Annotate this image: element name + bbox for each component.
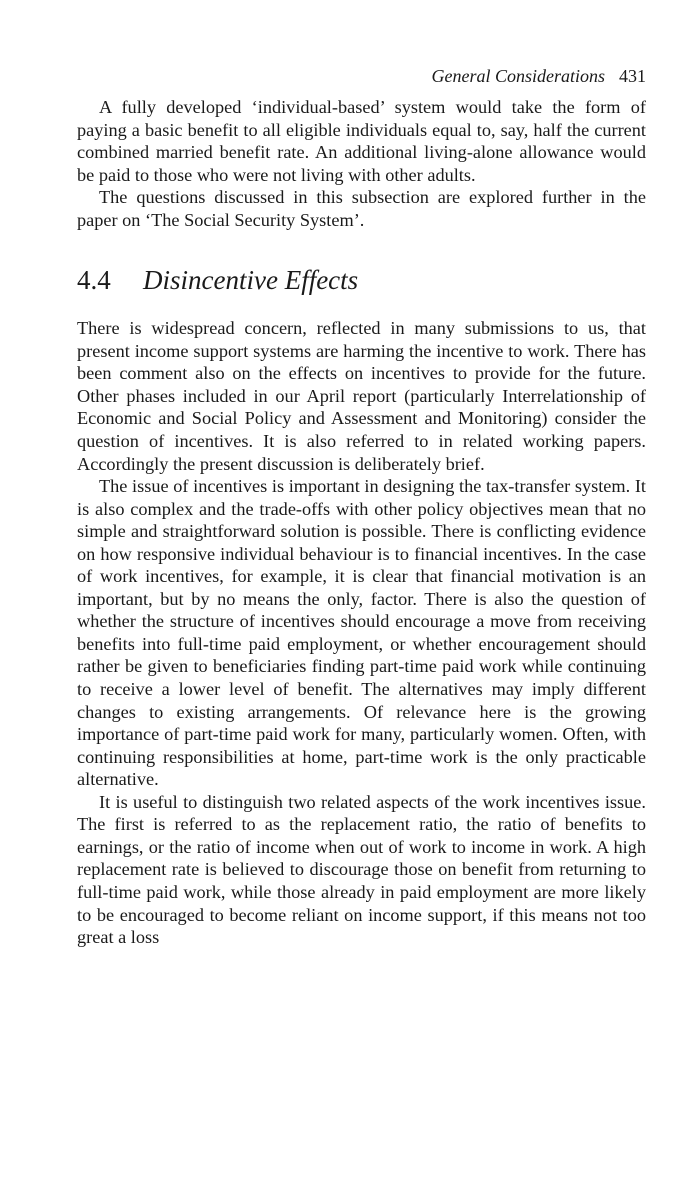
- section-number: 4.4: [77, 265, 111, 296]
- body-paragraph: The issue of incentives is important in designing the tax-transfer system. It is also complex and the trade-offs with other policy objectives mean that no simple and straightforward solution is possible. There is conflicting evidence on how responsive individual behaviour is to financial incentives. In the case of work incentives, for example, it is clear that financial motivation is an important, but by no means the only, factor. There is also the question of whether the structure of incentives should encourage a move from receiving benefits into full-time paid employment, or whether encouragement should rather be given to beneficiaries finding part-time paid work while continuing to receive a lower level of benefit. The alternatives may imply different changes to existing arrangements. Of relevance here is the growing importance of part-time paid work for many, particularly women. Often, with continuing responsibilities at home, part-time work is the only practicable alternative.: [77, 476, 646, 790]
- body-paragraph: It is useful to distinguish two related aspects of the work incentives issue. The first is referred to as the replacement ratio, the ratio of benefits to earnings, or the ratio of income when out of work to income in work. A high replacement rate is believed to discourage those on benefit from returning to full-time paid work, while those already in paid employment are more likely to be encouraged to become reliant on income support, if this means not too great a loss: [77, 791, 646, 948]
- body-paragraph: There is widespread concern, reflected in many submissions to us, that present income support systems are harming the incentive to work. There has been comment also on the effects on incentives to provide for the future. Other phases included in our April report (particularly Interrelationship of Economic and Social Policy and Assessment and Monitoring) consider the question of incentives. It is also referred to in related working papers. Accordingly the present discussion is deliberately brief.: [77, 318, 646, 474]
- section-heading: [77, 264, 646, 296]
- body-paragraph: The questions discussed in this subsection are explored further in the paper on ‘The Social Security System’.: [77, 187, 646, 230]
- running-header-title: General Considerations: [431, 66, 605, 86]
- body-paragraph: A fully developed ‘individual-based’ system would take the form of paying a basic benefit to all eligible individuals equal to, say, half the current combined married benefit rate. An additional living-alone allowance would be paid to those who were not living with other adults.: [77, 97, 646, 185]
- page-number: 431: [619, 66, 646, 86]
- running-header: [77, 64, 646, 88]
- book-page: [77, 64, 646, 949]
- section-title: Disincentive Effects: [143, 265, 359, 296]
